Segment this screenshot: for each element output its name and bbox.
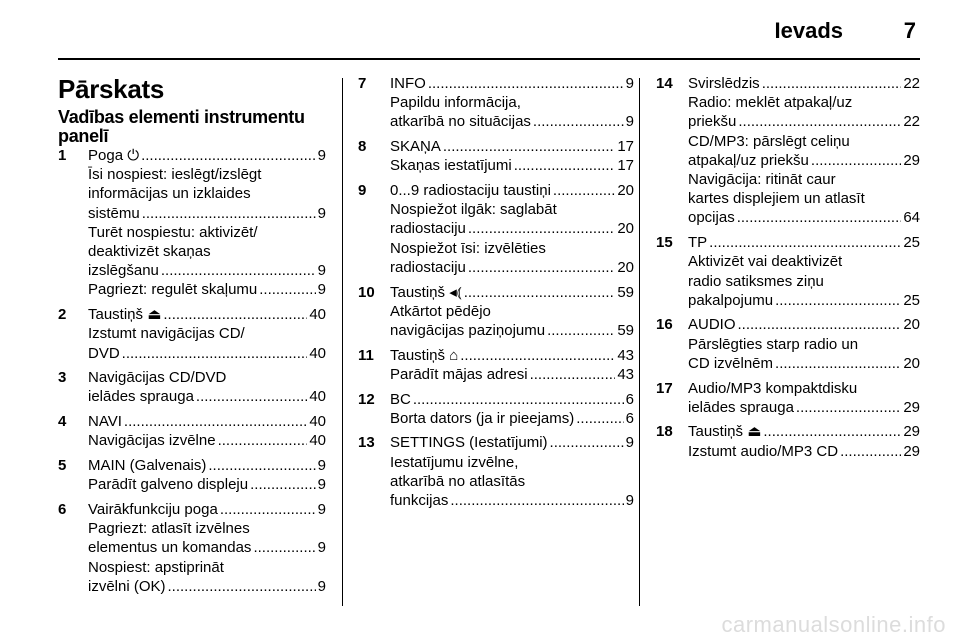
entry-text: Izstumt audio/MP3 CD bbox=[688, 442, 839, 460]
entry-body bbox=[390, 137, 634, 175]
page-reference: 9 bbox=[317, 262, 326, 280]
entry-list bbox=[58, 146, 326, 596]
entry-line bbox=[688, 74, 920, 93]
entry-text: navigācijas paziņojumu bbox=[390, 321, 546, 339]
page-reference: 64 bbox=[903, 209, 920, 227]
dot-leader bbox=[738, 315, 902, 334]
section-subtitle: Vadības elementi instrumentu bbox=[58, 107, 305, 127]
dot-leader bbox=[220, 500, 316, 519]
entry-line bbox=[688, 208, 920, 227]
page-reference: 40 bbox=[309, 432, 326, 450]
entry-text: funkcijas bbox=[390, 492, 449, 510]
entry-body bbox=[88, 456, 326, 494]
dot-leader bbox=[122, 344, 308, 363]
entry-line bbox=[390, 321, 634, 340]
entry-text: Pagriezt: atlasīt izvēlnes bbox=[88, 520, 250, 538]
entry-number: 12 bbox=[358, 390, 375, 408]
toc-entry bbox=[358, 181, 634, 277]
entry-line bbox=[88, 456, 326, 475]
entry-line bbox=[88, 577, 326, 596]
page-reference: 9 bbox=[625, 113, 634, 131]
entry-line bbox=[390, 181, 634, 200]
entry-text: Audio/MP3 kompaktdisku bbox=[688, 379, 858, 397]
entry-body bbox=[688, 315, 920, 373]
entry-text: izvēlni (OK) bbox=[88, 577, 166, 595]
entry-line bbox=[390, 409, 634, 428]
entry-text: Taustiņš ⏏ bbox=[688, 423, 762, 441]
dot-leader bbox=[709, 233, 901, 252]
entry-line bbox=[390, 365, 634, 384]
dot-leader bbox=[208, 456, 315, 475]
page-reference: 29 bbox=[903, 398, 920, 416]
entry-text: atpakaļ/uz priekšu bbox=[688, 151, 809, 169]
dot-leader bbox=[428, 74, 624, 93]
page-reference: 20 bbox=[903, 316, 920, 334]
entry-text: ielādes sprauga bbox=[688, 398, 794, 416]
entry-body bbox=[88, 368, 326, 406]
entry-text: Taustiņš ◂⦅ bbox=[390, 283, 462, 301]
page-reference: 29 bbox=[903, 442, 920, 460]
toc-entry bbox=[58, 146, 326, 300]
dot-leader bbox=[413, 390, 624, 409]
entry-text: atkarībā no atlasītās bbox=[390, 472, 526, 490]
entry-line bbox=[88, 344, 326, 363]
entry-line bbox=[390, 491, 634, 510]
dot-leader bbox=[124, 412, 307, 431]
toc-entry bbox=[656, 379, 920, 417]
page-reference: 20 bbox=[617, 220, 634, 238]
dot-leader bbox=[163, 305, 307, 324]
page-reference: 59 bbox=[617, 321, 634, 339]
page-reference: 9 bbox=[625, 434, 634, 452]
page-reference: 20 bbox=[903, 354, 920, 372]
entry-line bbox=[88, 431, 326, 450]
entry-text: Taustiņš ⌂ bbox=[390, 346, 459, 364]
dot-leader bbox=[738, 112, 901, 131]
page-reference: 29 bbox=[903, 151, 920, 169]
dot-leader bbox=[514, 156, 616, 175]
entry-text: Pagriezt: regulēt skaļumu bbox=[88, 281, 258, 299]
entry-text: Papildu informācija, bbox=[390, 94, 521, 112]
entry-line bbox=[88, 538, 326, 557]
entry-number: 18 bbox=[656, 423, 673, 441]
entry-text: CD izvēlnēm bbox=[688, 354, 774, 372]
page-reference: 40 bbox=[309, 344, 326, 362]
entry-number: 16 bbox=[656, 316, 673, 334]
entry-body bbox=[88, 146, 326, 300]
entry-line bbox=[390, 258, 634, 277]
toc-entry bbox=[656, 315, 920, 373]
entry-text: SKAŅA bbox=[390, 138, 441, 156]
page-number: 7 bbox=[903, 18, 916, 43]
column-divider bbox=[342, 78, 343, 606]
entry-line bbox=[390, 472, 634, 491]
entry-line bbox=[688, 189, 920, 208]
entry-text: Nospiežot ilgāk: saglabāt bbox=[390, 201, 557, 219]
page-reference: 9 bbox=[317, 457, 326, 475]
entry-line bbox=[390, 93, 634, 112]
toc-entry bbox=[58, 368, 326, 406]
entry-number: 13 bbox=[358, 434, 375, 452]
entry-line bbox=[390, 433, 634, 452]
toc-entry bbox=[58, 412, 326, 450]
entry-text: Taustiņš ⏏ bbox=[88, 306, 162, 324]
page-reference: 6 bbox=[625, 409, 634, 427]
toc-entry bbox=[58, 456, 326, 494]
page-reference: 40 bbox=[309, 306, 326, 324]
section-subtitle: panelī bbox=[58, 126, 109, 146]
entry-number: 6 bbox=[58, 500, 67, 518]
entry-line bbox=[88, 242, 326, 261]
page-reference: 59 bbox=[617, 283, 634, 301]
entry-line bbox=[688, 252, 920, 271]
entry-list bbox=[358, 74, 634, 510]
entry-text: radiostaciju bbox=[390, 258, 466, 276]
entry-line bbox=[88, 184, 326, 203]
entry-text: radiostaciju bbox=[390, 220, 466, 238]
dot-leader bbox=[259, 280, 315, 299]
entry-text: MAIN (Galvenais) bbox=[88, 457, 207, 475]
toc-entry bbox=[358, 283, 634, 341]
entry-line bbox=[390, 200, 634, 219]
entry-line bbox=[390, 112, 634, 131]
entry-line bbox=[688, 233, 920, 252]
entry-body bbox=[688, 74, 920, 228]
entry-text: Vairākfunkciju poga bbox=[88, 500, 218, 518]
dot-leader bbox=[196, 387, 307, 406]
entry-text: Radio: meklēt atpakaļ/uz bbox=[688, 94, 853, 112]
entry-body bbox=[390, 433, 634, 510]
entry-line bbox=[390, 239, 634, 258]
entry-line bbox=[88, 305, 326, 324]
entry-line bbox=[688, 422, 920, 441]
dot-leader bbox=[141, 146, 316, 165]
entry-line bbox=[88, 324, 326, 343]
header-rule bbox=[58, 58, 920, 60]
entry-body bbox=[688, 379, 920, 417]
dot-leader bbox=[762, 74, 902, 93]
dot-leader bbox=[533, 112, 624, 131]
toc-entry bbox=[358, 346, 634, 384]
entry-body bbox=[688, 422, 920, 460]
entry-text: NAVI bbox=[88, 413, 122, 431]
column-2 bbox=[358, 74, 634, 516]
entry-body bbox=[390, 181, 634, 277]
dot-leader bbox=[550, 433, 624, 452]
entry-text: INFO bbox=[390, 75, 426, 92]
page-reference: 43 bbox=[617, 346, 634, 364]
page-reference: 40 bbox=[309, 413, 326, 431]
entry-line bbox=[688, 170, 920, 189]
column-divider bbox=[639, 78, 640, 606]
column-1 bbox=[58, 74, 326, 601]
entry-line bbox=[88, 500, 326, 519]
entry-line bbox=[88, 165, 326, 184]
page-reference: 40 bbox=[309, 388, 326, 406]
entry-line bbox=[688, 272, 920, 291]
dot-leader bbox=[840, 442, 901, 461]
page-reference: 29 bbox=[903, 423, 920, 441]
entry-number: 9 bbox=[358, 182, 367, 200]
dot-leader bbox=[464, 283, 616, 302]
entry-number: 14 bbox=[656, 75, 673, 92]
entry-line bbox=[88, 412, 326, 431]
toc-entry bbox=[358, 137, 634, 175]
entry-line bbox=[688, 398, 920, 417]
page-reference: 22 bbox=[903, 113, 920, 131]
entry-text: Skaņas iestatījumi bbox=[390, 157, 512, 175]
entry-line bbox=[88, 280, 326, 299]
page-reference: 17 bbox=[617, 157, 634, 175]
page-reference: 43 bbox=[617, 365, 634, 383]
entry-text: Pārslēgties starp radio un bbox=[688, 335, 859, 353]
entry-line bbox=[688, 315, 920, 334]
entry-text: kartes displejiem un atlasīt bbox=[688, 190, 865, 208]
entry-text: Turēt nospiestu: aktivizēt/ bbox=[88, 223, 258, 241]
entry-text: AUDIO bbox=[688, 316, 736, 334]
entry-line bbox=[88, 475, 326, 494]
entry-number: 5 bbox=[58, 457, 67, 475]
page-reference: 9 bbox=[317, 204, 326, 222]
entry-line bbox=[390, 219, 634, 238]
entry-line bbox=[688, 379, 920, 398]
entry-text: Navigācijas CD/DVD bbox=[88, 369, 227, 387]
toc-entry bbox=[656, 422, 920, 460]
entry-text: deaktivizēt skaņas bbox=[88, 243, 211, 261]
entry-text: Nospiežot īsi: izvēlēties bbox=[390, 239, 546, 257]
dot-leader bbox=[250, 475, 316, 494]
entry-number: 4 bbox=[58, 413, 67, 431]
section-title: Pārskats bbox=[58, 74, 165, 104]
watermark: carmanualsonline.info bbox=[721, 612, 946, 637]
dot-leader bbox=[253, 538, 315, 557]
entry-line bbox=[88, 146, 326, 165]
entry-body bbox=[688, 233, 920, 310]
entry-text: pakalpojumu bbox=[688, 291, 774, 309]
entry-body bbox=[390, 283, 634, 341]
page-reference: 9 bbox=[317, 577, 326, 595]
page-reference: 9 bbox=[625, 75, 634, 92]
entry-line bbox=[88, 368, 326, 387]
page-reference: 20 bbox=[617, 182, 634, 200]
dot-leader bbox=[796, 398, 901, 417]
entry-body bbox=[88, 412, 326, 450]
entry-line bbox=[688, 151, 920, 170]
page-reference: 9 bbox=[317, 539, 326, 557]
entry-line bbox=[390, 156, 634, 175]
entry-line bbox=[390, 283, 634, 302]
dot-leader bbox=[811, 151, 901, 170]
entry-body bbox=[390, 74, 634, 132]
entry-text: ielādes sprauga bbox=[88, 388, 194, 406]
entry-line bbox=[688, 354, 920, 373]
dot-leader bbox=[547, 321, 615, 340]
dot-leader bbox=[443, 137, 615, 156]
entry-text: Atkārtot pēdējo bbox=[390, 302, 491, 320]
column-3 bbox=[656, 74, 920, 466]
page-reference: 6 bbox=[625, 390, 634, 408]
page-reference: 17 bbox=[617, 138, 634, 156]
entry-body bbox=[390, 346, 634, 384]
entry-line bbox=[390, 390, 634, 409]
page-reference: 9 bbox=[625, 492, 634, 510]
entry-text: Nospiest: apstiprināt bbox=[88, 558, 224, 576]
entry-line bbox=[688, 93, 920, 112]
entry-text: Poga ⏻ bbox=[88, 147, 140, 164]
entry-list bbox=[656, 74, 920, 461]
entry-text: elementus un komandas bbox=[88, 539, 252, 557]
entry-text: opcijas bbox=[688, 209, 735, 227]
entry-line bbox=[688, 291, 920, 310]
entry-text: SETTINGS (Iestatījumi) bbox=[390, 434, 548, 452]
entry-line bbox=[88, 387, 326, 406]
entry-text: CD/MP3: pārslēgt celiņu bbox=[688, 132, 850, 150]
entry-number: 15 bbox=[656, 234, 673, 252]
entry-number: 8 bbox=[358, 138, 367, 156]
entry-text: Borta dators (ja ir pieejams) bbox=[390, 409, 575, 427]
entry-number: 2 bbox=[58, 306, 67, 324]
toc-entry bbox=[656, 233, 920, 310]
page-reference: 9 bbox=[317, 476, 326, 494]
entry-text: sistēmu bbox=[88, 204, 140, 222]
toc-entry bbox=[58, 500, 326, 596]
entry-line bbox=[88, 261, 326, 280]
entry-line bbox=[88, 204, 326, 223]
dot-leader bbox=[460, 346, 615, 365]
dot-leader bbox=[553, 181, 615, 200]
entry-number: 3 bbox=[58, 369, 67, 387]
entry-body bbox=[88, 500, 326, 596]
entry-number: 10 bbox=[358, 283, 375, 301]
entry-text: Svirslēdzis bbox=[688, 75, 760, 92]
entry-text: Izstumt navigācijas CD/ bbox=[88, 325, 245, 343]
toc-entry bbox=[358, 433, 634, 510]
entry-text: informācijas un izklaides bbox=[88, 185, 251, 203]
entry-line bbox=[390, 346, 634, 365]
entry-text: BC bbox=[390, 390, 411, 408]
dot-leader bbox=[576, 409, 623, 428]
entry-text: Aktivizēt vai deaktivizēt bbox=[688, 253, 843, 271]
toc-entry bbox=[656, 74, 920, 228]
entry-text: 0...9 radiostaciju taustiņi bbox=[390, 182, 551, 200]
dot-leader bbox=[775, 291, 901, 310]
page-reference: 9 bbox=[317, 281, 326, 299]
dot-leader bbox=[168, 577, 316, 596]
entry-number: 11 bbox=[358, 346, 374, 364]
entry-line bbox=[390, 137, 634, 156]
dot-leader bbox=[468, 219, 615, 238]
entry-line bbox=[688, 132, 920, 151]
dot-leader bbox=[763, 422, 901, 441]
entry-text: izslēgšanu bbox=[88, 262, 159, 280]
entry-line bbox=[390, 453, 634, 472]
entry-text: atkarībā no situācijas bbox=[390, 113, 531, 131]
page-reference: 20 bbox=[617, 258, 634, 276]
entry-text: Navigācijas izvēlne bbox=[88, 432, 216, 450]
entry-line bbox=[88, 558, 326, 577]
entry-line bbox=[688, 112, 920, 131]
dot-leader bbox=[218, 431, 308, 450]
toc-entry bbox=[358, 390, 634, 428]
chapter-title: Ievads bbox=[774, 18, 843, 43]
entry-text: priekšu bbox=[688, 113, 737, 131]
entry-number: 17 bbox=[656, 379, 673, 397]
entry-body bbox=[390, 390, 634, 428]
dot-leader bbox=[737, 208, 902, 227]
entry-line bbox=[390, 302, 634, 321]
dot-leader bbox=[450, 491, 623, 510]
page-reference: 9 bbox=[317, 500, 326, 518]
entry-text: DVD bbox=[88, 344, 120, 362]
toc-entry bbox=[358, 74, 634, 132]
dot-leader bbox=[468, 258, 615, 277]
entry-body bbox=[88, 305, 326, 363]
entry-text: radio satiksmes ziņu bbox=[688, 272, 824, 290]
page-header bbox=[0, 0, 960, 60]
page-reference: 22 bbox=[903, 75, 920, 92]
entry-text: TP bbox=[688, 234, 708, 252]
dot-leader bbox=[530, 365, 616, 384]
entry-number: 7 bbox=[358, 75, 367, 92]
entry-text: Īsi nospiest: ieslēgt/izslēgt bbox=[88, 166, 262, 184]
dot-leader bbox=[142, 204, 316, 223]
dot-leader bbox=[775, 354, 901, 373]
entry-text: Parādīt mājas adresi bbox=[390, 365, 528, 383]
entry-text: Navigācija: ritināt caur bbox=[688, 171, 836, 189]
entry-number: 1 bbox=[58, 147, 67, 164]
entry-text: Parādīt galveno displeju bbox=[88, 476, 249, 494]
page-reference: 25 bbox=[903, 234, 920, 252]
entry-line bbox=[88, 519, 326, 538]
toc-entry bbox=[58, 305, 326, 363]
entry-line bbox=[390, 74, 634, 93]
dot-leader bbox=[161, 261, 316, 280]
page-reference: 9 bbox=[317, 147, 326, 164]
entry-line bbox=[688, 442, 920, 461]
entry-line bbox=[688, 335, 920, 354]
entry-line bbox=[88, 223, 326, 242]
page-reference: 25 bbox=[903, 291, 920, 309]
entry-text: Iestatījumu izvēlne, bbox=[390, 453, 519, 471]
